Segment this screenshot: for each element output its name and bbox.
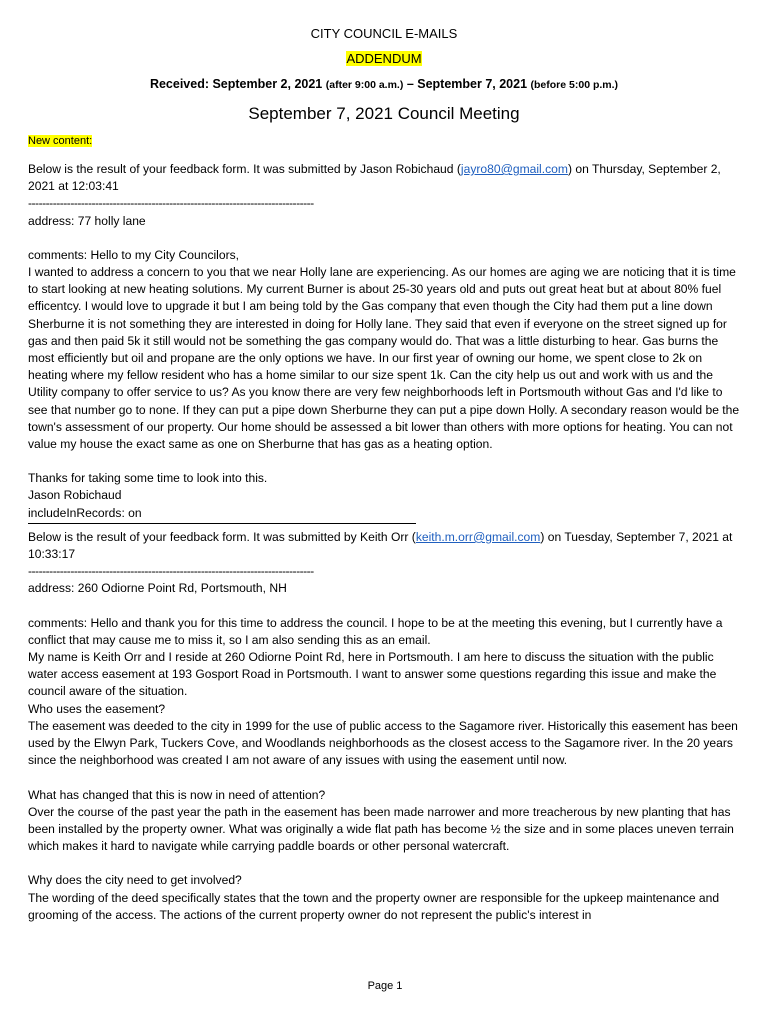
email-2-question-3: Why does the city need to get involved? xyxy=(28,873,242,888)
email-1 xyxy=(28,161,740,522)
email-2-answer-2: Over the course of the past year the path in the easement has been made narrower and more treacherous by new planting that has been installed by the property owner. What was originally a wide flat path has become ½ the size and in some places uneven terrain which makes it hard to navigate while carrying paddle boards or other personal watercraft. xyxy=(28,804,734,854)
email-1-comments-body: I wanted to address a concern to you that we near Holly lane are experiencing. As our homes are aging we are noticing that it is time to start looking at new heating solutions. My current Burner is about 25-30 years old and puts out great heat but at about 80% fuel efficentcy. I would love to upgrade it but I am being told by the Gas company that even though the City had them put a line down Sherburne it is not something they are interested in doing for Holly lane. They said that even if everyone on the street signed up for gas and then paid 5k it still would not be something the gas company would do. That was a little disturbing to hear. Gas burns the most efficiently but oil and propane are the only options we have. In our first year of owning our home, we spent close to 2k on heating where my fellow resident who has a home similar to our size spent 1k. Can the city help us out and work with us and the Utility company to offer service to us? As you know there are very few neighborhoods left in Portsmouth without Gas and I'd like to see that number go to none. If they can put a pipe down Sherburne they can put a pipe down Holly. A secondary reason would be the town's assessment of our property. Our home should be assessed a bit lower than others with more options for heating. You can not value my house the exact same as one on Sherburne that has gas as a heating option. xyxy=(28,265,740,452)
email-1-address: address: 77 holly lane xyxy=(28,213,146,228)
document-page xyxy=(28,22,740,924)
email-1-address-link[interactable]: jayro80@gmail.com xyxy=(460,162,568,176)
email-divider xyxy=(28,522,416,524)
email-2-intro xyxy=(28,529,740,563)
page-number: Page 1 xyxy=(367,980,403,992)
email-2-question-1: Who uses the easement? xyxy=(28,701,166,716)
email-2-intro-start: Below is the result of your feedback form. It was submitted by Keith Orr ( xyxy=(28,529,416,544)
email-2-answer-1: The easement was deeded to the city in 1999 for the use of public access to the Sagamore river. Historically this easement has been used by the Elwyn Park, Tuckers Cove, and Woodlands neighborhoods as the closest access to the Sagamore river. In the 20 years since the neighborhood was created I am not aware of any issues with using the easement until now. xyxy=(28,718,738,768)
addendum-label xyxy=(28,51,740,66)
email-1-intro-end: ) on Thursday, September 2, 2021 at 12:03:41 xyxy=(28,162,721,194)
received-start: Received: September 2, 2021 xyxy=(149,77,326,91)
email-1-include: includeInRecords: on xyxy=(28,505,142,520)
email-2-separator: --------------------------------------------------------------------------------- xyxy=(28,564,314,579)
email-2-question-2: What has changed that this is now in need of attention? xyxy=(28,787,326,802)
received-after: (after 9:00 a.m.) xyxy=(325,79,404,91)
email-1-thanks: Thanks for taking some time to look into this. xyxy=(28,471,268,486)
email-2-address-link[interactable]: keith.m.orr@gmail.com xyxy=(415,529,541,544)
email-1-intro-start: Below is the result of your feedback form. It was submitted by Jason Robichaud ( xyxy=(28,162,461,176)
email-2-address: address: 260 Odiorne Point Rd, Portsmouth, NH xyxy=(28,581,287,596)
meeting-heading: September 7, 2021 Council Meeting xyxy=(248,104,520,123)
email-2-comments-1: comments: Hello and thank you for this time to address the council. I hope to be at the meeting this evening, but I currently have a conflict that may cause me to miss it, so I am also sending this as an email. xyxy=(28,615,723,647)
email-2 xyxy=(28,529,740,924)
email-1-signature: Jason Robichaud xyxy=(28,488,122,503)
received-end: – September 7, 2021 xyxy=(403,77,531,91)
email-2-intro-end: ) on Tuesday, September 7, 2021 at 10:33:17 xyxy=(28,529,733,562)
email-2-answer-3: The wording of the deed specifically states that the town and the property owner are responsible for the upkeep maintenance and grooming of the access. The actions of the current property owner do not represent the public's interest in xyxy=(28,890,720,922)
email-1-comments-heading: comments: Hello to my City Councilors, xyxy=(28,247,240,262)
email-1-intro xyxy=(28,161,740,195)
addendum-highlight: ADDENDUM xyxy=(346,51,422,66)
received-before: (before 5:00 p.m.) xyxy=(530,79,619,91)
email-2-comments-2: My name is Keith Orr and I reside at 260 Odiorne Point Rd, here in Portsmouth. I am here to discuss the situation with the public water access easement at 193 Gosport Road in Portsmouth. I want to answer some questions regarding this issue and make the council aware of the situation. xyxy=(28,650,717,699)
received-range xyxy=(28,77,740,91)
email-1-separator: --------------------------------------------------------------------------------- xyxy=(28,196,314,211)
new-content-label: New content: xyxy=(28,135,93,147)
document-title: CITY COUNCIL E-MAILS xyxy=(310,26,458,41)
